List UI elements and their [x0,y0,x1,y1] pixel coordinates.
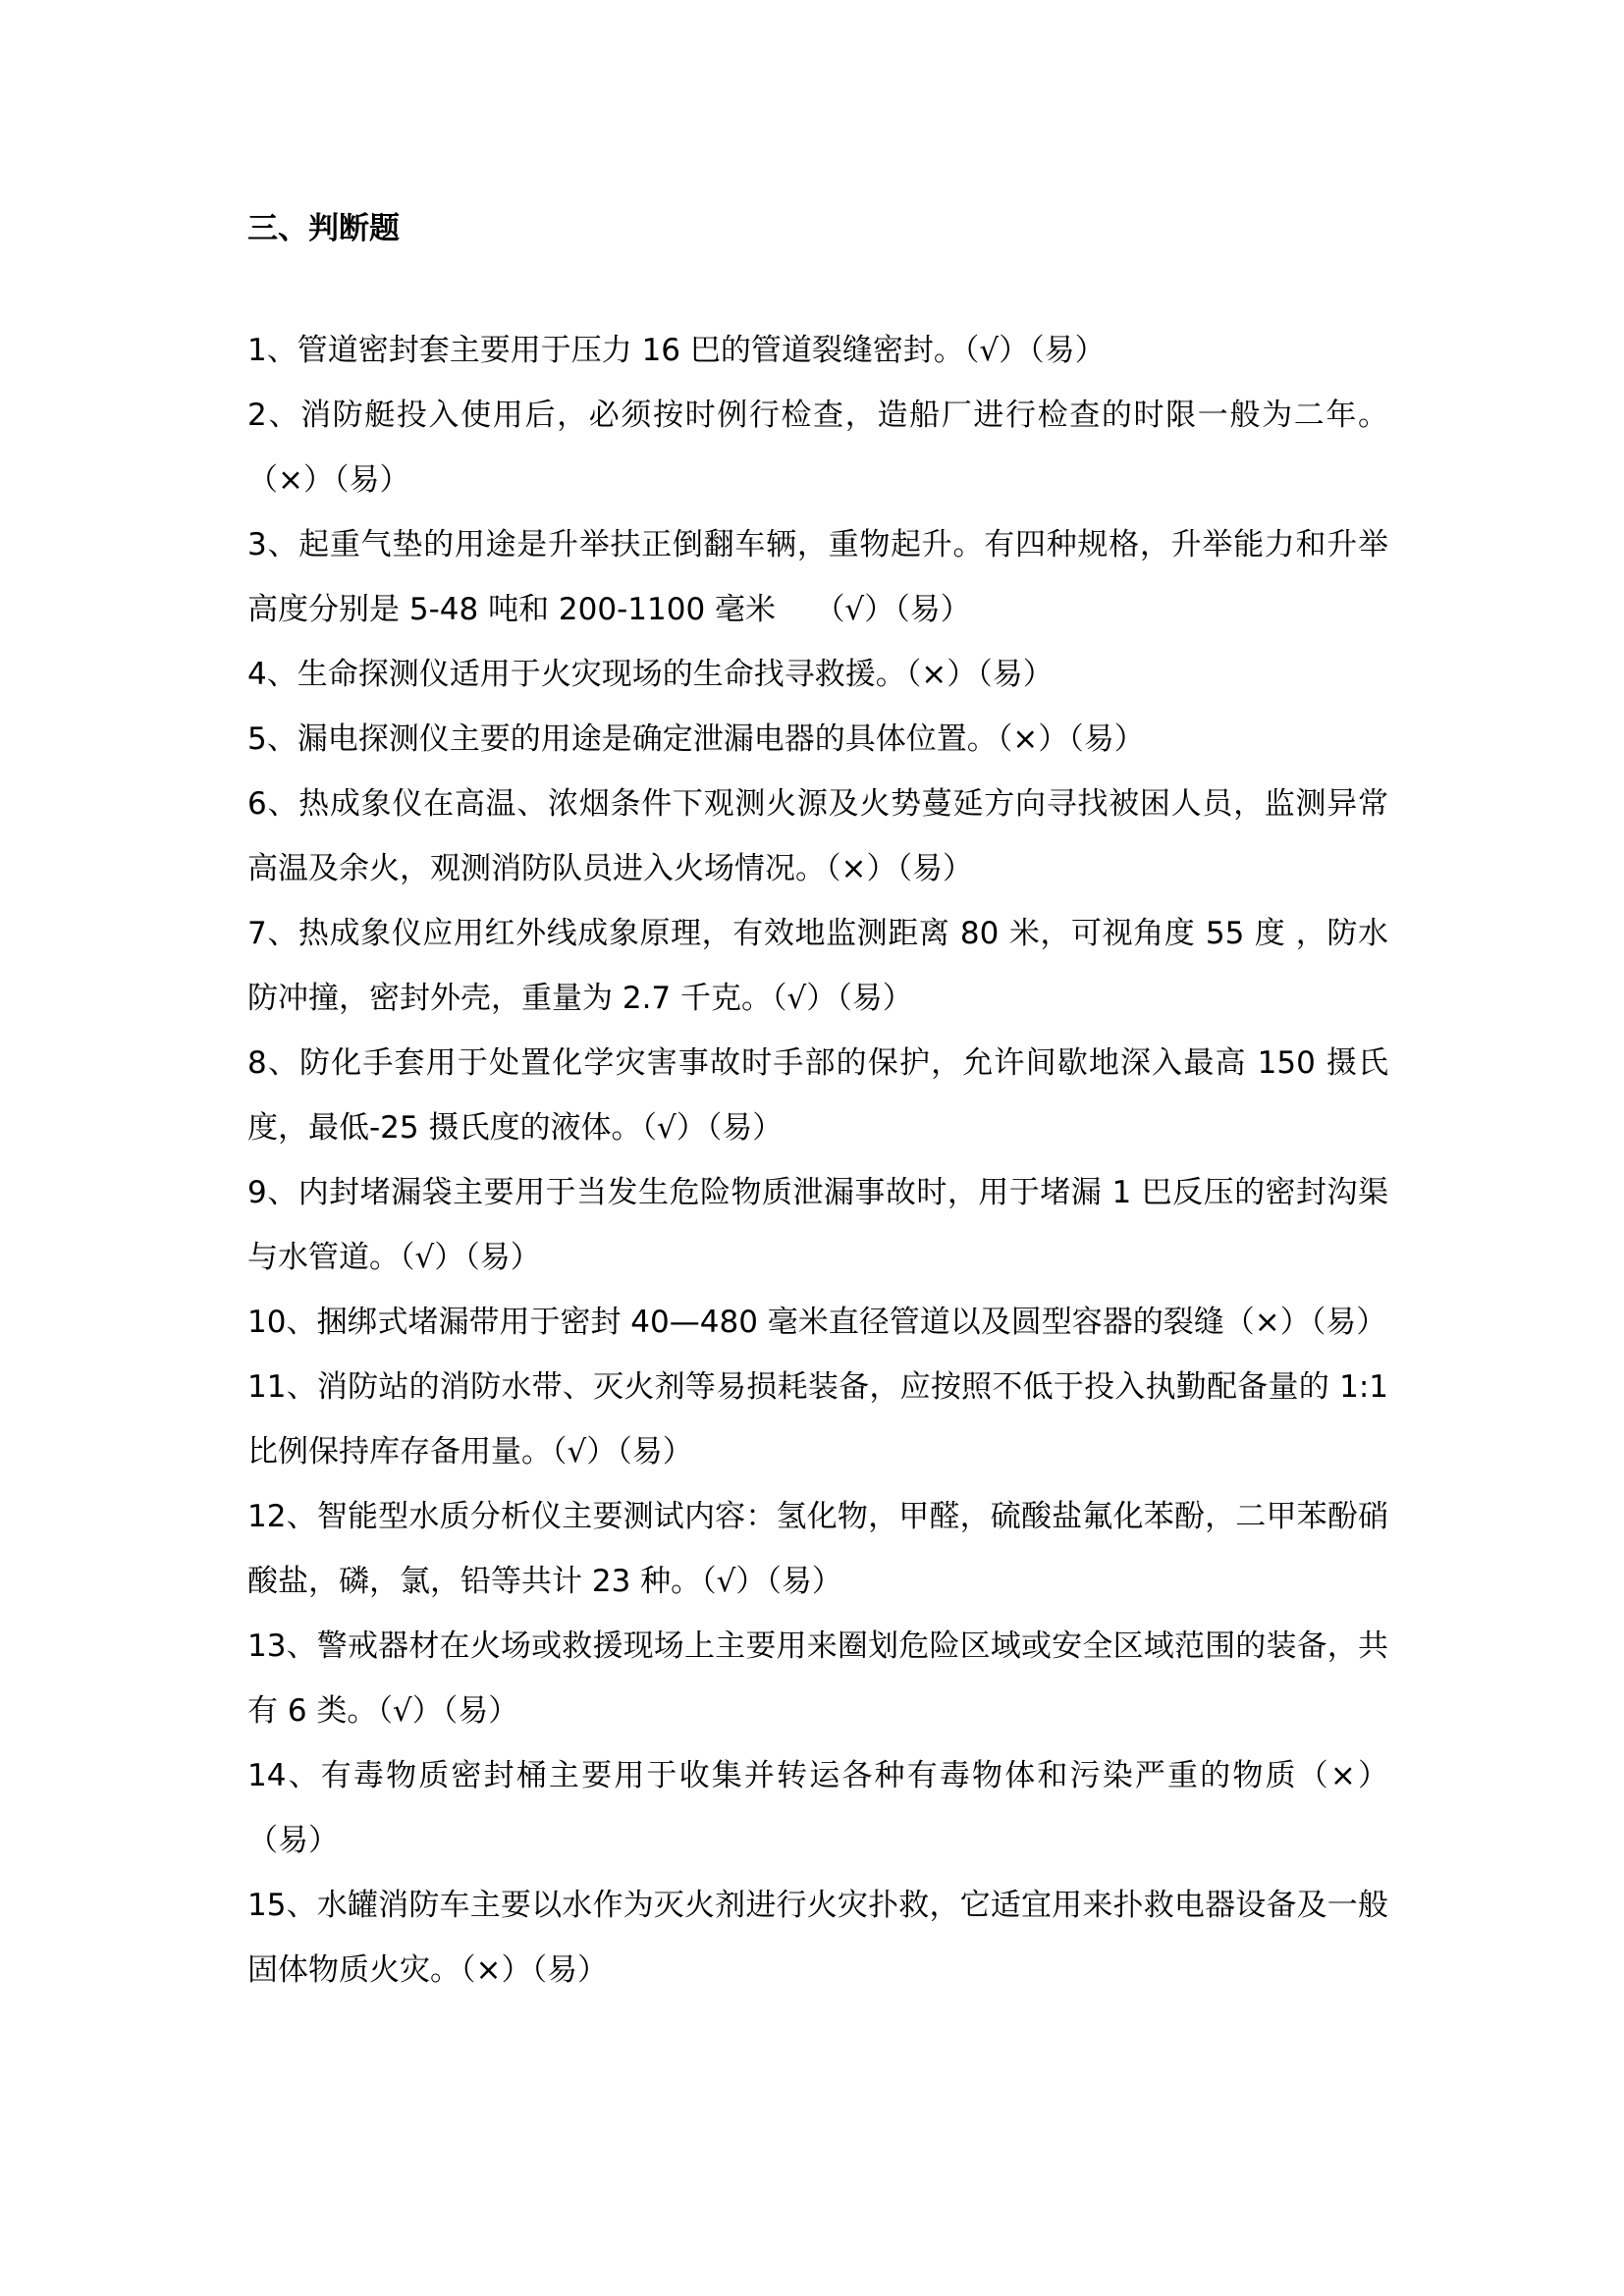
difficulty-label: （易） [977,657,1054,692]
difficulty-label: （易） [464,1240,541,1275]
answer-mark: （×） [997,721,1069,757]
question-text: 15、水罐消防车主要以水作为灭火剂进行火灾扑救，它适宜用来扑救电器设备及一般固体物质火灾。 [247,1888,1388,1988]
question-text: 2、消防艇投入使用后，必须按时例行检查，造船厂进行检查的时限一般为二年。 [247,398,1388,433]
difficulty-label: （易） [442,1693,519,1729]
document-page [247,204,1398,2002]
answer-mark: （×） [826,851,897,886]
question-text: 1、管道密封套主要用于压力 16 巴的管道裂缝密封。 [247,333,964,368]
difficulty-label: （易） [617,1434,693,1469]
answer-mark: （√） [377,1693,443,1729]
answer-mark: （√） [701,1564,767,1599]
answer-mark: （√） [963,333,1030,368]
question-text: 12、智能型水质分析仪主要测试内容：氢化物，甲醛，硫酸盐氟化苯酚，二甲苯酚硝酸盐，磷，氯，铅等共计 23 种。 [247,1499,1388,1599]
question-text: 13、警戒器材在火场或救援现场上主要用来圈划危险区域或安全区域范围的装备，共有 6 类。 [247,1629,1388,1729]
difficulty-label: （易） [531,1952,608,1988]
difficulty-label: （易） [1029,333,1106,368]
difficulty-label: （易） [894,592,971,627]
question-text: 14、有毒物质密封桶主要用于收集并转运各种有毒物体和污染严重的物质 [247,1758,1298,1793]
question-item [247,383,1388,512]
answer-mark: （√） [400,1240,465,1275]
question-item [247,318,1388,383]
answer-mark: （×） [905,657,978,692]
question-text: 7、热成象仪应用红外线成象原理，有效地监测距离 80 米，可视角度 55 度 ，防水防冲撞，密封外壳，重量为 2.7 千克。 [247,916,1388,1016]
question-item [247,901,1388,1031]
question-item [247,707,1388,772]
question-text: 4、生命探测仪适用于火灾现场的生命找寻救援。 [247,657,906,692]
difficulty-label: （易） [766,1564,842,1599]
question-item [247,1743,1388,1873]
question-text: 10、捆绑式堵漏带用于密封 40—480 毫米直径管道以及圆型容器的裂缝 [247,1305,1224,1340]
answer-mark: （√） [641,1110,707,1146]
question-item [247,1614,1388,1743]
question-list [247,318,1398,2002]
question-item [247,772,1388,901]
answer-mark: （×） [247,462,334,498]
answer-mark: （×） [1223,1305,1311,1340]
difficulty-label: （易） [1310,1305,1387,1340]
difficulty-label: （易） [1068,721,1145,757]
question-item [247,1290,1388,1355]
question-item [247,1484,1388,1614]
section-title: 三、判断题 [247,211,400,246]
question-text: 9、内封堵漏袋主要用于当发生危险物质泄漏事故时，用于堵漏 1 巴反压的密封沟渠与水管道。 [247,1175,1388,1275]
difficulty-label: （易） [247,1823,339,1858]
question-item [247,642,1388,707]
difficulty-label: （易） [333,462,410,498]
question-text: 5、漏电探测仪主要的用途是确定泄漏电器的具体位置。 [247,721,998,757]
answer-mark: （√） [552,1434,618,1469]
question-item [247,1160,1388,1290]
question-text: 11、消防站的消防水带、灭火剂等易损耗装备，应按照不低于投入执勤配备量的 1:1 比例保持库存备用量。 [247,1369,1398,1469]
question-item [247,1031,1388,1160]
difficulty-label: （易） [706,1110,784,1146]
question-text: 8、防化手套用于处置化学灾害事故时手部的保护，允许间歇地深入最高 150 摄氏度，最低-25 摄氏度的液体。 [247,1045,1388,1146]
answer-mark: （√） [772,981,838,1016]
question-item [247,1355,1398,1484]
difficulty-label: （易） [896,851,973,886]
answer-mark: （×） [1297,1758,1388,1793]
difficulty-label: （易） [837,981,913,1016]
question-item [247,1873,1388,2002]
question-text: 6、热成象仪在高温、浓烟条件下观测火源及火势蔓延方向寻找被困人员，监测异常高温及余火，观测消防队员进入火场情况。 [247,786,1388,886]
question-text: 3、起重气垫的用途是升举扶正倒翻车辆，重物起升。有四种规格，升举能力和升举高度分别是 5-48 吨和 200-1100 毫米 [247,527,1388,627]
answer-mark: （×） [460,1952,532,1988]
question-item [247,512,1388,642]
answer-mark: （√） [814,592,895,627]
